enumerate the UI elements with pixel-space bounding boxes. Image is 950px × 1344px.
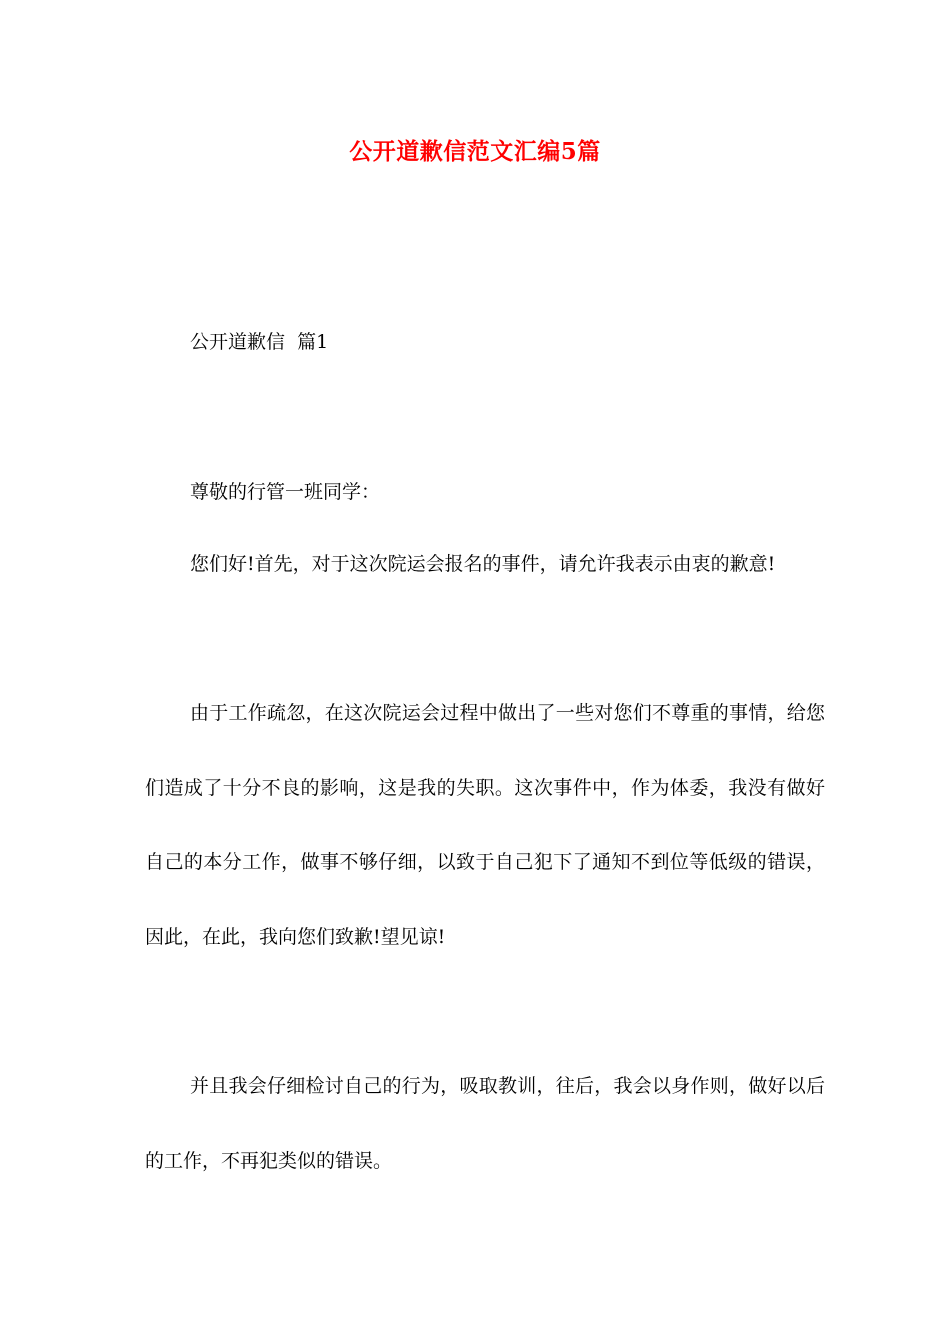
section-heading: 公开道歉信 篇1 [190, 331, 329, 353]
body-paragraph: 并且我会仔细检讨自己的行为，吸取教训，往后，我会以身作则，做好以后的工作，不再犯类似的错误。 [145, 1075, 825, 1172]
document-title: 公开道歉信范文汇编5篇 [349, 138, 601, 165]
letter-salutation: 尊敬的行管一班同学： [190, 481, 381, 503]
body-paragraph: 您们好!首先，对于这次院运会报名的事件，请允许我表示由衷的歉意! [190, 553, 776, 575]
body-paragraph: 由于工作疏忽，在这次院运会过程中做出了一些对您们不尊重的事情，给您们造成了十分不良的影响，这是我的失职。这次事件中，作为体委，我没有做好自己的本分工作，做事不够仔细，以致于自己犯下了通知不到位等低级的错误，因此，在此，我向您们致歉!望见谅! [145, 702, 825, 948]
